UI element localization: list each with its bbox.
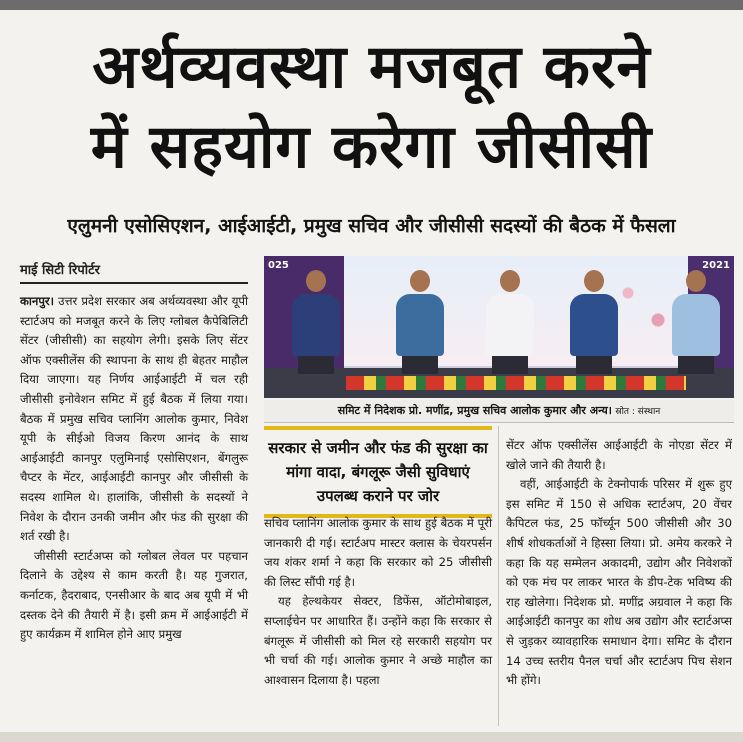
paragraph: जीसीसी स्टार्टअप्स को ग्लोबल लेवल पर पहचान दिलाने के उद्देश्य से काम करती है। यह गुजरात, कर्नाटक, हैदराबाद, एनसीआर के बाद अब यूपी में भी दस्तक देने की तैयारी में है। इसी क्रम में आईआईटी में हुए कार्यक्रम में शामिल होने आए प्रमुख	[20, 548, 248, 642]
paragraph: सचिव प्लानिंग आलोक कुमार के साथ हुई बैठक में पूरी जानकारी दी गई। स्टार्टअप मास्टर क्लास के चेयरपर्सन जय शंकर शर्मा ने कहा कि सरकार को 25 जीसीसी की लिस्ट सौंपी गई है।	[264, 516, 492, 589]
person-figure	[292, 270, 340, 374]
event-photo	[264, 256, 734, 398]
person-figure	[570, 270, 618, 374]
event-year-right: 2021	[702, 260, 730, 271]
person-figure	[672, 270, 720, 374]
dateline: कानपुर।	[20, 294, 55, 308]
paragraph	[20, 292, 248, 547]
top-margin-bar	[0, 0, 743, 10]
person-figure	[486, 270, 534, 374]
bottom-margin-bar	[0, 732, 743, 742]
person-figure	[396, 270, 444, 374]
event-year-left: 025	[268, 260, 289, 271]
paragraph: यह हेल्थकेयर सेक्टर, डिफेंस, ऑटोमोबाइल, सप्लाईचेन पर आधारित हैं। उन्होंने कहा कि सरकार से बंगलूरू में जीसीसी को मिल रहे सरकारी सहयोग पर भी चर्चा की गई। आलोक कुमार ने अच्छे माहौल का आश्वासन दिलाया है। पहला	[264, 594, 492, 687]
caption-source: स्रोत : संस्थान	[615, 407, 661, 417]
pull-quote: सरकार से जमीन और फंड की सुरक्षा का मांगा वादा, बंगलूरू जैसी सुविधाएं उपलब्ध कराने पर जोर	[268, 439, 488, 505]
byline-rule	[20, 282, 248, 284]
photo-caption	[264, 400, 734, 423]
column-divider	[498, 426, 499, 726]
byline: माई सिटी रिपोर्टर	[20, 263, 100, 278]
flower-arrangement	[346, 376, 686, 390]
article-column-1	[20, 292, 248, 645]
headline-line-1: अर्थव्यवस्था मजबूत करने	[92, 32, 651, 102]
headline-line-2: में सहयोग करेगा जीसीसी	[90, 112, 653, 182]
caption-text: समिट में निदेशक प्रो. मणींद्र, प्रमुख सचिव आलोक कुमार और अन्य।	[337, 404, 612, 417]
paragraph: वहीं, आईआईटी के टेक्नोपार्क परिसर में शुरू हुए इस समिट में 150 से अधिक स्टार्टअप, 20 वेंचर कैपिटल फंड, 25 फॉर्च्यून 500 जीसीसी और 30 शीर्ष शोधकर्ताओं ने हिस्सा लिया। प्रो. अमेय करकरे ने कहा कि यह सम्मेलन अकादमी, उद्योग और निवेशकों को एक मंच पर लाकर भारत के डीप-टेक भविष्य की राह खोलेगा। निदेशक प्रो. मणींद्र अग्रवाल ने कहा कि आईआईटी कानपुर का शोध अब उद्योग और स्टार्टअप्स से जुड़कर व्यावहारिक समाधान देगा। समिट के दौरान 14 उच्च स्तरीय पैनल चर्चा और स्टार्टअप पिच सेशन भी होंगे।	[506, 477, 732, 688]
paragraph: सेंटर ऑफ एक्सीलेंस आईआईटी के नोएडा सेंटर में खोले जाने की तैयारी है।	[506, 438, 732, 472]
article-column-2	[264, 514, 492, 690]
subheadline: एलुमनी एसोसिएशन, आईआईटी, प्रमुख सचिव और जीसीसी सदस्यों की बैठक में फैसला	[67, 215, 676, 237]
article-column-3	[506, 436, 732, 691]
paragraph-text: उत्तर प्रदेश सरकार अब अर्थव्यवस्था और यूपी स्टार्टअप को मजबूत करने के लिए ग्लोबल कैपेबिलिटी सेंटर (जीसीसी) का सहयोग लेगी। इसके लिए सेंटर ऑफ एक्सीलेंस की स्थापना के साथ ही बेहतर माहौल दिया जाएगा। यह निर्णय आईआईटी में चल रही जीसीसी इनोवेशन समिट में हुई बैठक में लिया गया। बैठक में प्रमुख सचिव प्लानिंग आलोक कुमार, निवेश यूपी के सीईओ विजय किरण आनंद के साथ आईआईटी कानपुर एलुमिनाई एसोसिएशन, बेंगलुरू चैप्टर के मेंटर, आईआईटी कानपुर और जीसीसी के सदस्य शामिल थे। हालांकि, जीसीसी के सदस्यों ने निवेश के दौरान उनकी जमीन और फंड की सुरक्षा की शर्त रखी है।	[20, 294, 249, 544]
pull-quote-box	[264, 426, 492, 518]
